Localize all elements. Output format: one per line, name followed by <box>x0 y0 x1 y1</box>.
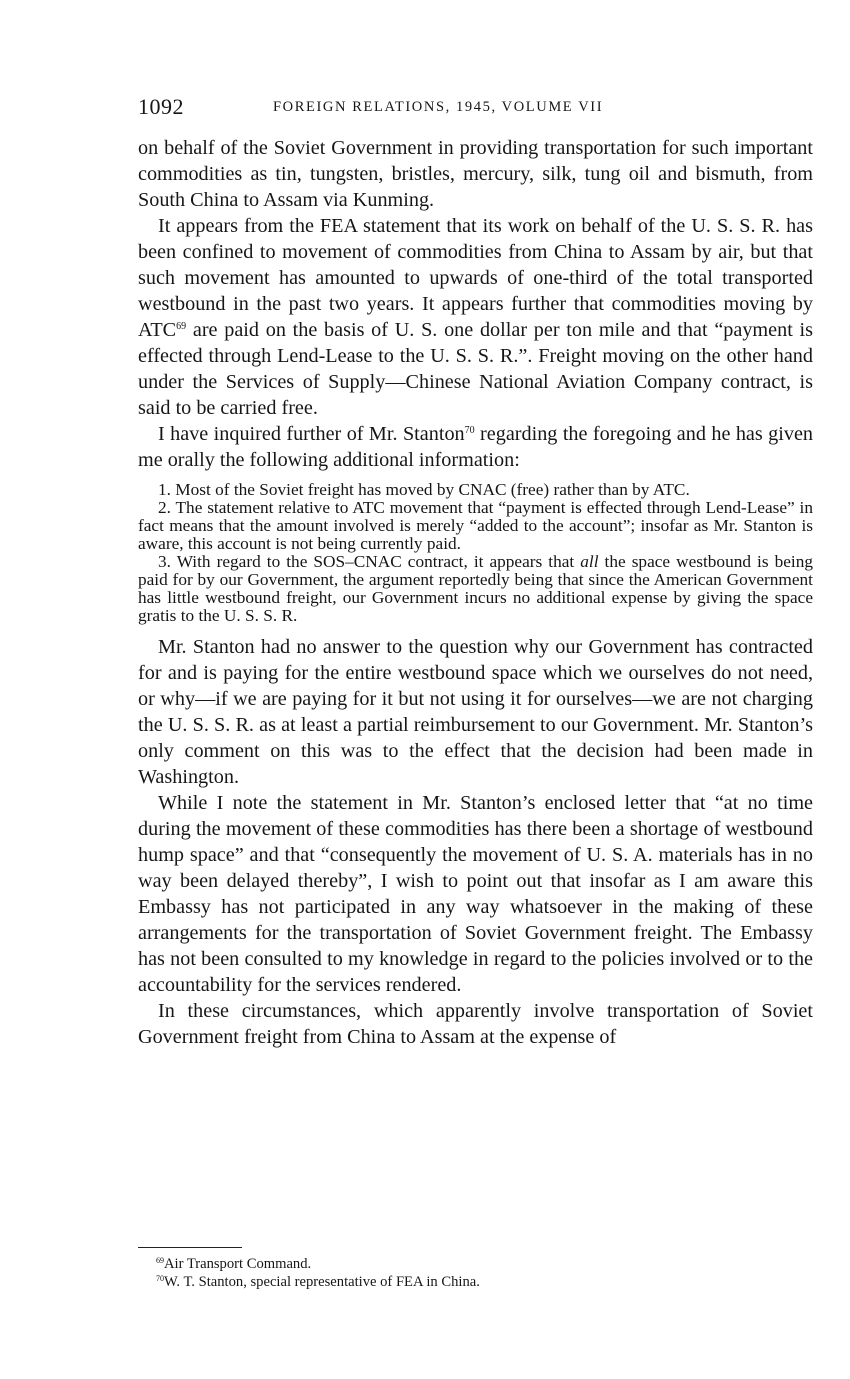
page-number: 1092 <box>138 94 184 119</box>
list-item-3: 3. With regard to the SOS–CNAC contract, it appears that all the space westbound is being paid for by our Government, the argument reportedly being that since the American Government has little westbound freight, our Government incurs no additional expense by giving the space gratis to the U. S. S. R. <box>138 552 814 625</box>
emphasis-all: all <box>580 552 599 571</box>
paragraph-no-answer: Mr. Stanton had no answer to the question why our Government has contracted for and is paying for the entire westbound space which we ourselves do not need, or why—if we are paying for it but not using it for ourselves—we are not charging the U. S. S. R. as at least a partial reimbursement to our Government. Mr. Stanton’s only comment on this was to the effect that the decision had been made in Washington. <box>138 636 813 788</box>
document-page <box>138 94 813 1050</box>
list-item-1: 1. Most of the Soviet freight has moved by CNAC (free) rather than by ATC. <box>158 480 690 499</box>
footnotes <box>138 1255 813 1291</box>
paragraph-stanton-inquiry: I have inquired further of Mr. Stanton$^{70}$ regarding the foregoing and he has given me orally the following additional information: <box>138 423 813 471</box>
footnote-divider <box>138 1247 242 1248</box>
page-header <box>138 94 813 122</box>
list-item-2: 2. The statement relative to ATC movement that “payment is effected through Lend-Lease” in fact means that the amount involved is merely “added to the account”; insofar as Mr. Stanton is aware, this account is not being currently paid. <box>138 498 813 553</box>
footnote-ref-70[interactable]: 70 <box>464 425 475 436</box>
paragraph-circumstances: In these circumstances, which apparently involve transportation of Soviet Government freight from China to Assam at the expense of <box>138 1000 813 1048</box>
footnote-69: $^{69}$Air Transport Command. <box>156 1256 312 1272</box>
body-text <box>138 135 813 1050</box>
paragraph-fea-statement: It appears from the FEA statement that its work on behalf of the U. S. S. R. has been confined to movement of commodities from China to Assam by air, but that such movement has amounted to upwards of one-third of the total transported westbound in the past two years. It appears further that commodities moving by ATC$^{69}$ are paid on the basis of U. S. one dollar per ton mile and that “payment is effected through Lend-Lease to the U. S. S. R.”. Freight moving on the other hand under the Services of Supply—Chinese National Aviation Company contract, is said to be carried free. <box>138 215 813 419</box>
paragraph-embassy-not-consulted: While I note the statement in Mr. Stanton’s enclosed letter that “at no time during the movement of these commodities has there been a shortage of westbound hump space” and that “consequently the movement of U. S. A. materials has in no way been delayed thereby”, I wish to point out that insofar as I am aware this Embassy has not participated in any way whatsoever in the making of these arrangements for the transportation of Soviet Government freight. The Embassy has not been consulted to my knowledge in regard to the policies involved or to the accountability for the services rendered. <box>138 792 813 996</box>
running-head: FOREIGN RELATIONS, 1945, VOLUME VII <box>273 99 604 115</box>
numbered-list <box>138 481 813 625</box>
footnote-70: $^{70}$W. T. Stanton, special representative of FEA in China. <box>156 1274 480 1290</box>
footnote-ref-69[interactable]: 69 <box>176 321 187 332</box>
paragraph-continued: on behalf of the Soviet Government in providing transportation for such important commodities as tin, tungsten, bristles, mercury, silk, tung oil and bismuth, from South China to Assam via Kunming. <box>138 137 813 211</box>
